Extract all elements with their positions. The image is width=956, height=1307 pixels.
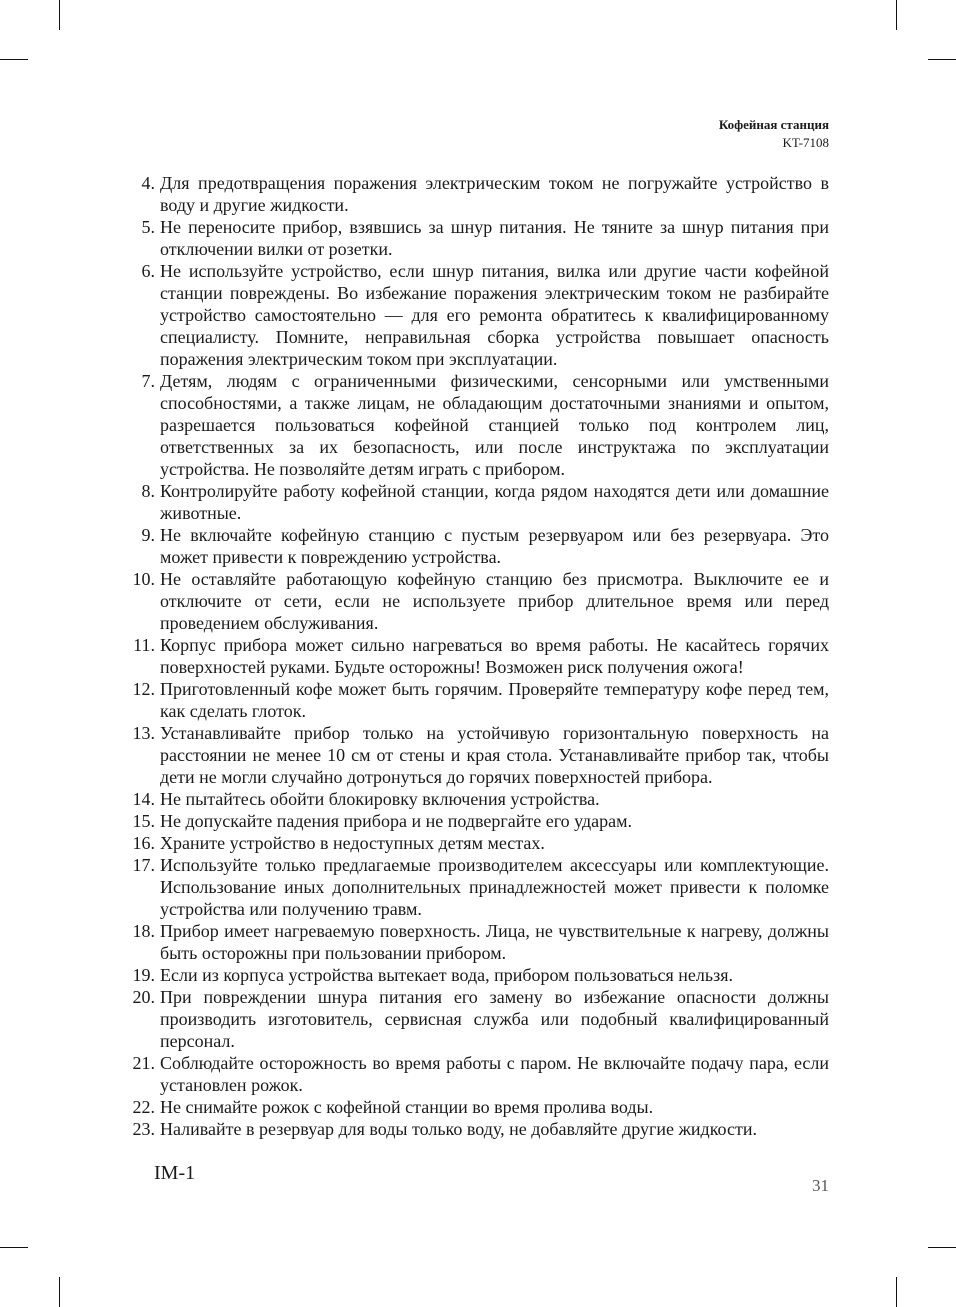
list-item: [124, 172, 829, 216]
page-number: 31: [812, 1176, 829, 1195]
list-item: [124, 216, 829, 260]
item-text: Устанавливайте прибор только на устойчивую горизонтальную поверхность на расстоянии не менее 10 см от стены и края стола. Устанавливайте прибор так, чтобы дети не могли случайно дотронуться до горячих поверхностей прибора.: [160, 723, 829, 787]
crop-mark-left-top: [0, 59, 28, 60]
list-item: [124, 634, 829, 678]
list-item: [124, 920, 829, 964]
item-number: 6.: [141, 261, 155, 281]
safety-instructions-list: [124, 172, 829, 1140]
crop-mark-left-bottom: [0, 1247, 28, 1248]
list-item: [124, 832, 829, 854]
item-number: 13.: [132, 723, 155, 743]
item-number: 10.: [132, 569, 155, 589]
crop-mark-bottom-right: [896, 1277, 897, 1307]
item-number: 18.: [132, 921, 155, 941]
list-item: [124, 1052, 829, 1096]
list-item: [124, 722, 829, 788]
crop-mark-top-right: [896, 0, 897, 30]
document-code: IM-1: [154, 1162, 196, 1184]
item-number: 12.: [132, 679, 155, 699]
item-text: Не переносите прибор, взявшись за шнур питания. Не тяните за шнур питания при отключении вилки от розетки.: [160, 217, 829, 259]
item-number: 4.: [141, 173, 155, 193]
item-number: 21.: [132, 1053, 155, 1073]
list-item: [124, 854, 829, 920]
item-text: Приготовленный кофе может быть горячим. Проверяйте температуру кофе перед тем, как сделать глоток.: [160, 679, 829, 721]
item-text: Детям, людям с ограниченными физическими, сенсорными или умственными способностями, а также лицам, не обладающим достаточными знаниями и опытом, разрешается пользоваться кофейной станцией только под контролем лиц, ответственных за их безопасность, или после инструктажа по эксплуатации устройства. Не позволяйте детям играть с прибором.: [160, 371, 829, 479]
list-item: [124, 986, 829, 1052]
item-text: Прибор имеет нагреваемую поверхность. Лица, не чувствительные к нагреву, должны быть осторожны при пользовании прибором.: [160, 921, 829, 963]
item-number: 14.: [132, 789, 155, 809]
item-number: 5.: [141, 217, 155, 237]
list-item: [124, 524, 829, 568]
item-text: Корпус прибора может сильно нагреваться во время работы. Не касайтесь горячих поверхностей руками. Будьте осторожны! Возможен риск получения ожога!: [160, 635, 829, 677]
item-number: 16.: [132, 833, 155, 853]
crop-mark-right-bottom: [928, 1247, 956, 1248]
list-item: [124, 568, 829, 634]
list-item: [124, 964, 829, 986]
header-title: Кофейная станция: [718, 117, 829, 132]
item-number: 15.: [132, 811, 155, 831]
item-text: Контролируйте работу кофейной станции, когда рядом находятся дети или домашние животные.: [160, 481, 829, 523]
item-text: При повреждении шнура питания его замену во избежание опасности должны производить изготовитель, сервисная служба или подобный квалифицированный персонал.: [160, 987, 829, 1051]
item-text: Для предотвращения поражения электрическим током не погружайте устройство в воду и другие жидкости.: [160, 173, 829, 215]
list-item: [124, 1118, 829, 1140]
list-item: [124, 678, 829, 722]
item-text: Не включайте кофейную станцию с пустым резервуаром или без резервуара. Это может привести к повреждению устройства.: [160, 525, 829, 567]
item-text: Не допускайте падения прибора и не подвергайте его ударам.: [160, 811, 633, 831]
crop-mark-right-top: [928, 59, 956, 60]
running-header: [719, 116, 829, 152]
list-item: [124, 1096, 829, 1118]
crop-mark-top-left: [59, 0, 60, 30]
item-number: 19.: [132, 965, 155, 985]
item-number: 8.: [141, 481, 155, 501]
item-number: 11.: [133, 635, 155, 655]
list-item: [124, 370, 829, 480]
item-text: Наливайте в резервуар для воды только воду, не добавляйте другие жидкости.: [160, 1119, 757, 1139]
item-text: Используйте только предлагаемые производителем аксессуары или комплектующие. Использование иных дополнительных принадлежностей может привести к поломке устройства или получению травм.: [160, 855, 829, 919]
item-number: 9.: [141, 525, 155, 545]
item-text: Если из корпуса устройства вытекает вода, прибором пользоваться нельзя.: [160, 965, 733, 985]
item-number: 7.: [141, 371, 155, 391]
item-number: 17.: [132, 855, 155, 875]
item-text: Не используйте устройство, если шнур питания, вилка или другие части кофейной станции повреждены. Во избежание поражения электрическим током не разбирайте устройство самостоятельно — для его ремонта обратитесь к квалифицированному специалисту. Помните, неправильная сборка устройства повышает опасность поражения электрическим током при эксплуатации.: [160, 261, 829, 369]
item-number: 20.: [132, 987, 155, 1007]
list-item: [124, 810, 829, 832]
item-text: Соблюдайте осторожность во время работы с паром. Не включайте подачу пара, если установлен рожок.: [160, 1053, 829, 1095]
list-item: [124, 480, 829, 524]
list-item: [124, 260, 829, 370]
item-text: Не оставляйте работающую кофейную станцию без присмотра. Выключите ее и отключите от сети, если не используете прибор длительное время или перед проведением обслуживания.: [160, 569, 829, 633]
item-number: 22.: [132, 1097, 155, 1117]
header-model: KT-7108: [782, 135, 829, 150]
crop-mark-bottom-left: [59, 1277, 60, 1307]
item-text: Храните устройство в недоступных детям местах.: [160, 833, 545, 853]
item-number: 23.: [132, 1119, 155, 1139]
item-text: Не пытайтесь обойти блокировку включения устройства.: [160, 789, 600, 809]
list-item: [124, 788, 829, 810]
item-text: Не снимайте рожок с кофейной станции во время пролива воды.: [160, 1097, 654, 1117]
